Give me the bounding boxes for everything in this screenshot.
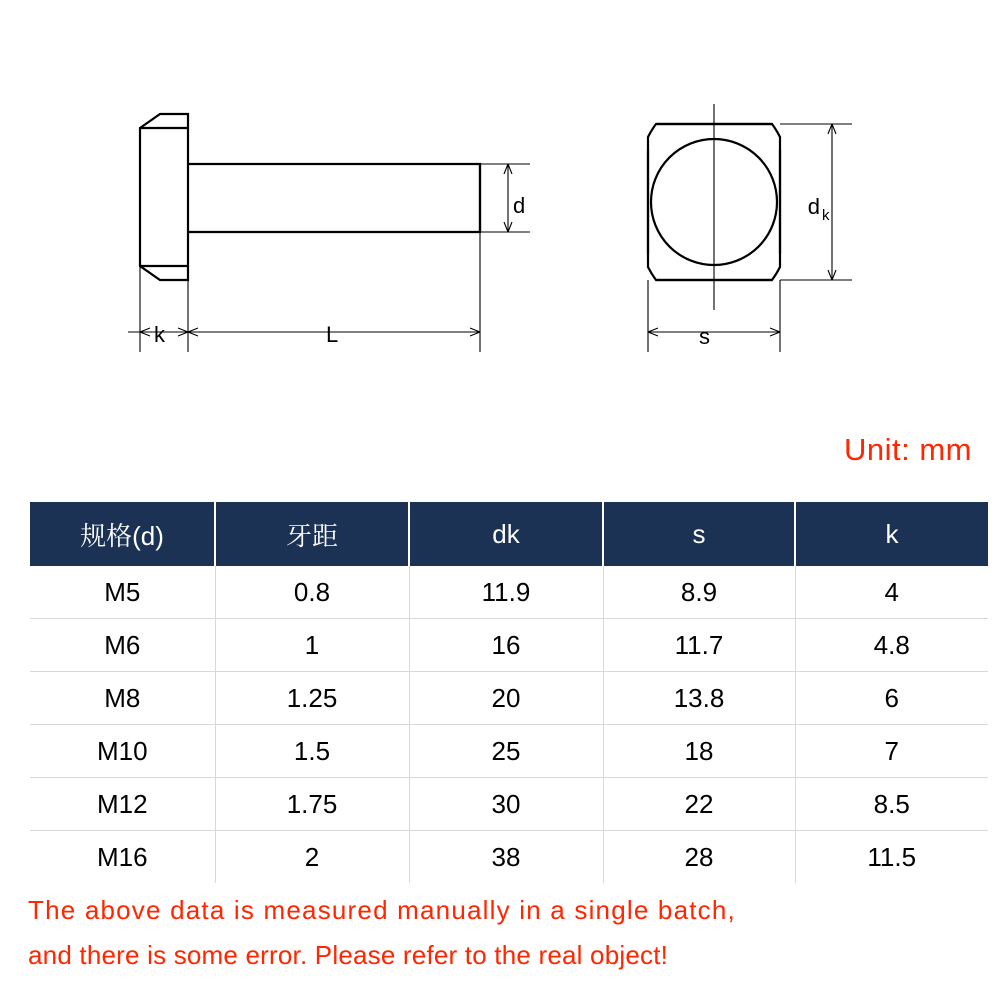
- cell-spec: M16: [30, 831, 215, 884]
- dimension-label-L: L: [326, 322, 339, 347]
- cell-k: 7: [795, 725, 988, 778]
- dimension-label-k: k: [154, 322, 165, 347]
- technical-drawing: [0, 0, 1000, 410]
- cell-k: 8.5: [795, 778, 988, 831]
- cell-k: 4.8: [795, 619, 988, 672]
- cell-dk: 38: [409, 831, 603, 884]
- cell-dk: 11.9: [409, 566, 603, 619]
- cell-s: 13.8: [603, 672, 795, 725]
- cell-dk: 20: [409, 672, 603, 725]
- cell-pitch: 1.25: [215, 672, 409, 725]
- cell-s: 28: [603, 831, 795, 884]
- cell-dk: 16: [409, 619, 603, 672]
- cell-pitch: 1.5: [215, 725, 409, 778]
- specification-table: [30, 502, 988, 883]
- table-row: [30, 831, 988, 884]
- table-header-row: [30, 502, 988, 566]
- dimension-label-d: d: [513, 193, 526, 218]
- bolt-side-view-geometry: [140, 114, 480, 280]
- table-header-spec: 规格(d): [30, 502, 215, 566]
- cell-k: 11.5: [795, 831, 988, 884]
- cell-spec: M8: [30, 672, 215, 725]
- dimension-label-dk: d: [807, 194, 820, 219]
- disclaimer-line-2: and there is some error. Please refer to the real object!: [28, 940, 669, 970]
- dimension-label-dk-sub: k: [822, 207, 830, 224]
- table-row: [30, 778, 988, 831]
- dimension-label-s: s: [699, 324, 710, 349]
- cell-spec: M12: [30, 778, 215, 831]
- top-view-dimension-lines: [648, 104, 852, 352]
- cell-s: 11.7: [603, 619, 795, 672]
- cell-k: 4: [795, 566, 988, 619]
- cell-k: 6: [795, 672, 988, 725]
- cell-pitch: 1: [215, 619, 409, 672]
- disclaimer-note: [28, 888, 978, 978]
- table-row: [30, 725, 988, 778]
- cell-spec: M6: [30, 619, 215, 672]
- cell-s: 8.9: [603, 566, 795, 619]
- cell-s: 18: [603, 725, 795, 778]
- table-row: [30, 672, 988, 725]
- table-header-s: s: [603, 502, 795, 566]
- cell-s: 22: [603, 778, 795, 831]
- cell-dk: 30: [409, 778, 603, 831]
- cell-pitch: 1.75: [215, 778, 409, 831]
- disclaimer-line-1: The above data is measured manually in a single batch,: [28, 895, 736, 925]
- table-header-k: k: [795, 502, 988, 566]
- table-header-dk: dk: [409, 502, 603, 566]
- cell-dk: 25: [409, 725, 603, 778]
- table-row: [30, 566, 988, 619]
- table-row: [30, 619, 988, 672]
- unit-note: Unit: mm: [844, 432, 972, 467]
- table-header-pitch: 牙距: [215, 502, 409, 566]
- cell-pitch: 2: [215, 831, 409, 884]
- cell-spec: M10: [30, 725, 215, 778]
- cell-pitch: 0.8: [215, 566, 409, 619]
- cell-spec: M5: [30, 566, 215, 619]
